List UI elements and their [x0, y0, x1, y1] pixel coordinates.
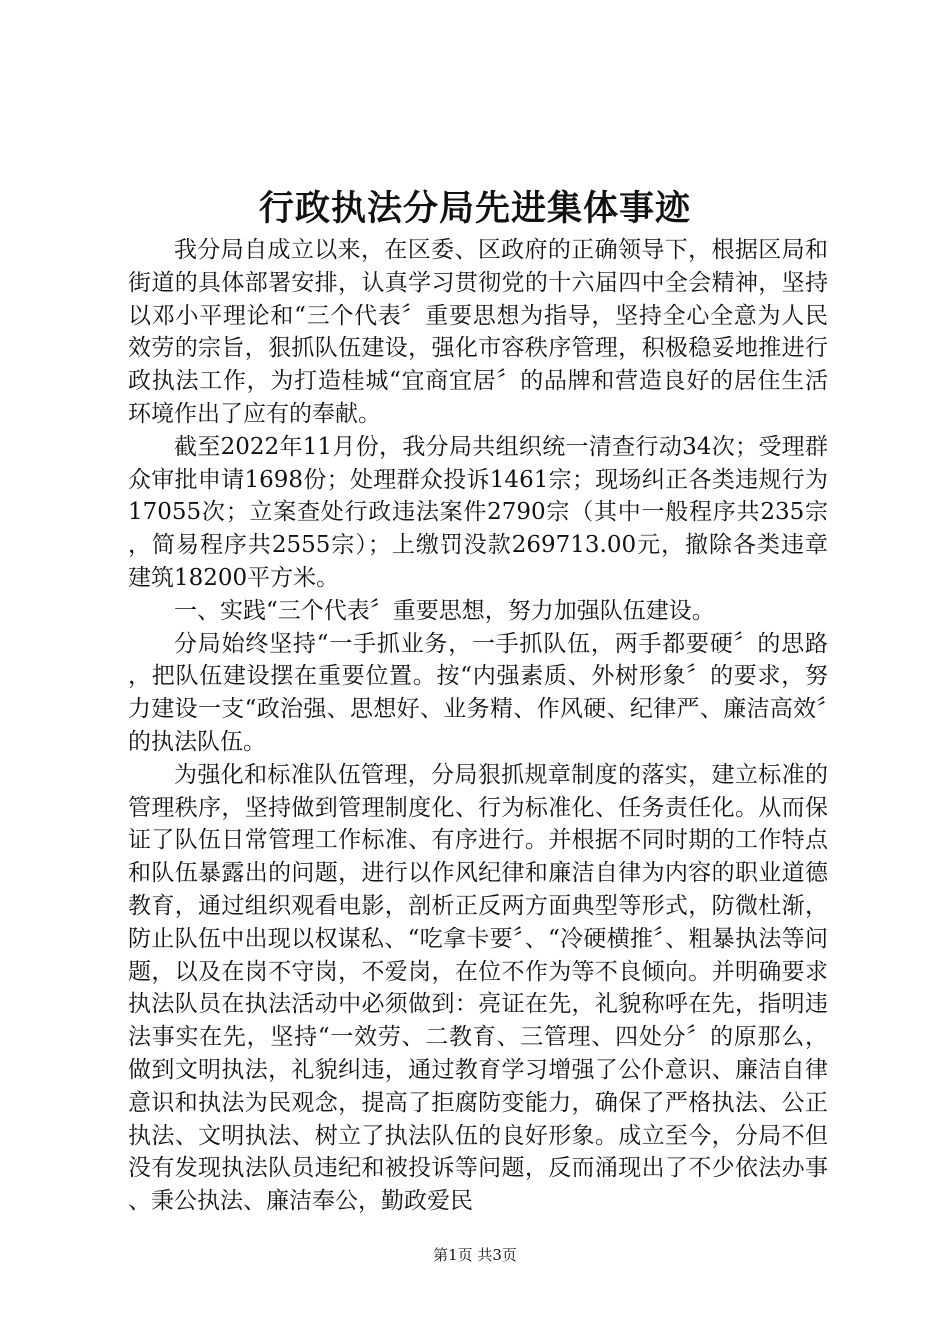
- section-heading-1: 一、实践“三个代表〞重要思想，努力加强队伍建设。: [174, 597, 715, 624]
- document-title: 行政执法分局先进集体事迹: [258, 188, 691, 229]
- paragraph-team-building: 分局始终坚持“一手抓业务，一手抓队伍，两手都要硬〞的思路，把队伍建设摆在重要位置。按“内强素质、外树形象〞的要求，努力建设一支“政治强、思想好、业务精、作风硬、纪律严、廉洁高效〞的执法队伍。: [128, 630, 828, 755]
- paragraph-intro: 我分局自成立以来，在区委、区政府的正确领导下，根据区局和街道的具体部署安排，认真学习贯彻党的十六届四中全会精神，坚持以邓小平理论和“三个代表〞重要思想为指导，坚持全心全意为人民效劳的宗旨，狠抓队伍建设，强化市容秩序管理，积极稳妥地推进行政执法工作，为打造桂城“宜商宜居〞的品牌和营造良好的居住生活环境作出了应有的奉献。: [128, 237, 828, 427]
- paragraph-management: 为强化和标准队伍管理，分局狠抓规章制度的落实，建立标准的管理秩序，坚持做到管理制度化、行为标准化、任务责任化。从而保证了队伍日常管理工作标准、有序进行。并根据不同时期的工作特点和队伍暴露出的问题，进行以作风纪律和廉洁自律为内容的职业道德教育，通过组织观看电影，剖析正反两方面典型等形式，防微杜渐，防止队伍中出现以权谋私、“吃拿卡要〞、“冷硬横推〞、粗暴执法等问题，以及在岗不守岗，不爱岗，在位不作为等不良倾向。并明确要求执法队员在执法活动中必须做到：亮证在先，礼貌称呼在先，指明违法事实在先，坚持“一效劳、二教育、三管理、四处分〞的原那么，做到文明执法，礼貌纠违，通过教育学习增强了公仆意识、廉洁自律意识和执法为民观念，提高了拒腐防变能力，确保了严格执法、公正执法、文明执法、树立了执法队伍的良好形象。成立至今，分局不但没有发现执法队员违纪和被投诉等问题，反而涌现出了不少依法办事、秉公执法、廉洁奉公，勤政爱民: [128, 761, 828, 1215]
- document-body: [128, 234, 828, 1218]
- paragraph-statistics: 截至2022年11月份，我分局共组织统一清查行动34次；受理群众审批申请1698份；处理群众投诉1461宗；现场纠正各类违规行为17055次；立案查处行政违法案件2790宗（其中一般程序共235宗，简易程序共2555宗）；上缴罚没款269713.00元，撤除各类违章建筑18200平方米。: [128, 433, 828, 591]
- page-footer: 第1页 共3页: [433, 1246, 517, 1264]
